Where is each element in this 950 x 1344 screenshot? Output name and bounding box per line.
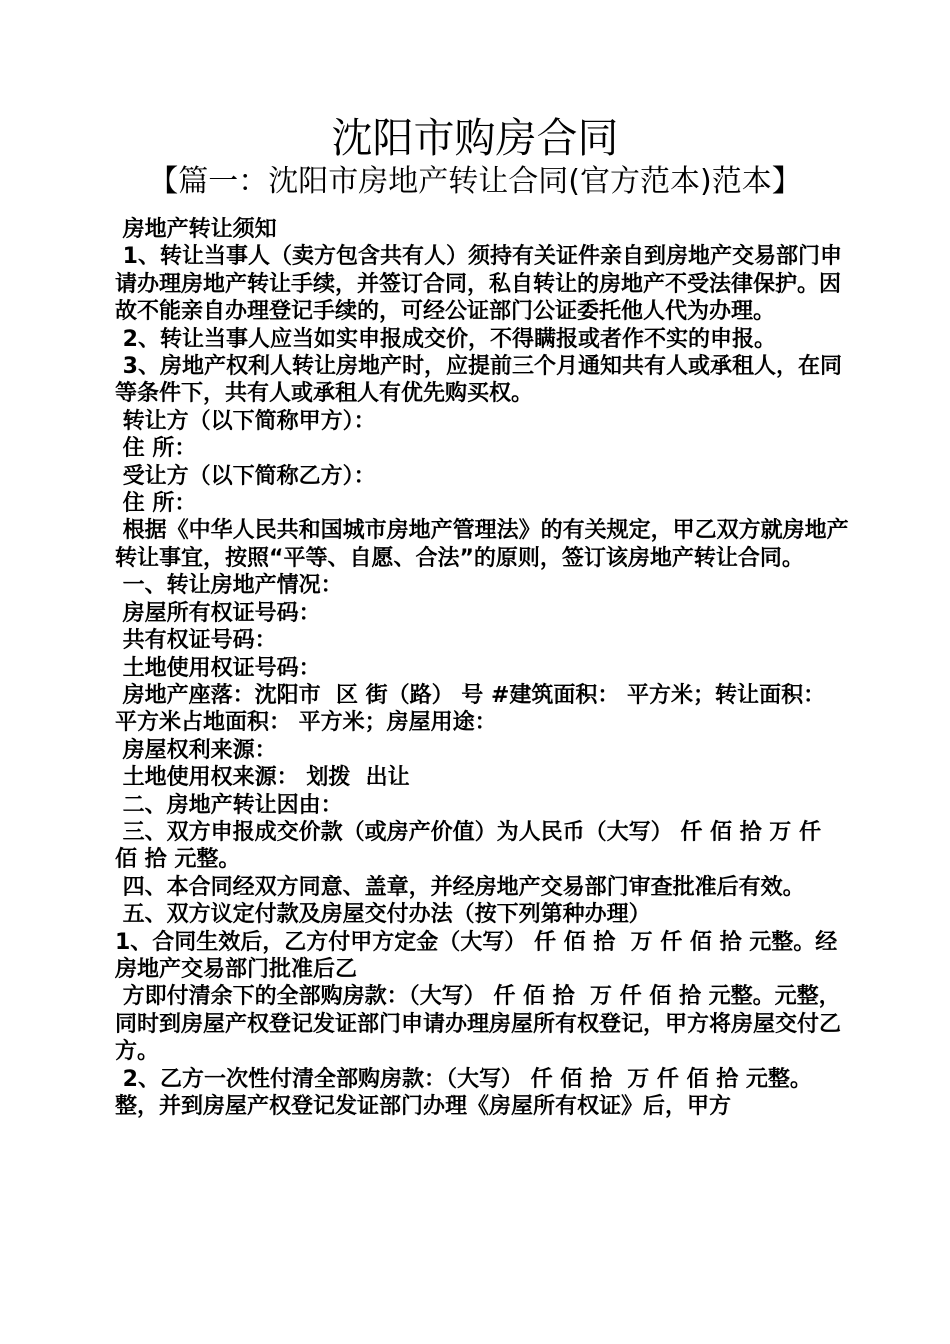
document-subtitle: 【篇一：沈阳市房地产转让合同(官方范本)范本】 — [148, 164, 802, 199]
preamble-paragraph: 根据《中华人民共和国城市房地产管理法》的有关规定，甲乙双方就房地产转让事宜，按照“平等、自愿、合法”的原则，签订该房地产转让合同。 — [115, 518, 849, 571]
document-body — [115, 216, 850, 1120]
property-location-line: 房地产座落：沈阳市 区 街（路） 号 #建筑面积： 平方米；转让面积： 平方米占地面积： 平方米；房屋用途： — [115, 682, 841, 736]
clause-3-paragraph: 三、双方申报成交价款（或房产价值）为人民币（大写） 仟 佰 拾 万 仟 佰 拾 元整。 — [115, 819, 829, 873]
house-certificate-line: 房屋所有权证号码： — [115, 600, 321, 626]
land-certificate-line: 土地使用权证号码： — [115, 655, 321, 681]
co-ownership-certificate-line: 共有权证号码： — [115, 628, 277, 654]
notice-item-1: 1、转让当事人（卖方包含共有人）须持有关证件亲自到房地产交易部门申请办理房地产转让手续，并签订合同，私自转让的房地产不受法律保护。因故不能亲自办理登记手续的，可经公证部门公证委托他人代为办理。 — [115, 244, 842, 325]
party-b-line: 受让方（以下简称乙方）： — [115, 463, 376, 489]
party-a-line: 转让方（以下简称甲方）： — [115, 408, 376, 434]
party-a-address-line: 住 所： — [115, 436, 197, 462]
land-use-source-line: 土地使用权来源： 划拨 出让 — [115, 765, 410, 791]
notice-item-3: 3、房地产权利人转让房地产时，应提前三个月通知共有人或承租人，在同等条件下，共有人或承租人有优先购买权。 — [115, 354, 842, 407]
clause-1-heading: 一、转让房地产情况： — [115, 573, 343, 599]
document-title: 沈阳市购房合同 — [331, 114, 619, 162]
payment-option-1-continued: 方即付清余下的全部购房款：（大写） 仟 佰 拾 万 仟 佰 拾 元整。元整，同时到房屋产权登记发证部门申请办理房屋所有权登记，甲方将房屋交付乙方。 — [115, 984, 842, 1065]
clause-4-paragraph: 四、本合同经双方同意、盖章，并经房地产交易部门审查批准后有效。 — [115, 874, 805, 900]
ownership-source-line: 房屋权利来源： — [115, 737, 277, 763]
payment-option-1: 1、合同生效后，乙方付甲方定金（大写） 仟 佰 拾 万 仟 佰 拾 元整。经房地产交易部门批准后乙 — [115, 929, 838, 982]
clause-2-heading: 二、房地产转让因由： — [115, 792, 343, 818]
payment-option-2: 2、乙方一次性付清全部购房款：（大写） 仟 佰 拾 万 仟 佰 拾 元整。整，并到房屋产权登记发证部门办理《房屋所有权证》后，甲方 — [115, 1066, 812, 1119]
section-heading-notice: 房地产转让须知 — [115, 217, 277, 242]
party-b-address-line: 住 所： — [115, 491, 197, 517]
clause-5-heading: 五、双方议定付款及房屋交付办法（按下列第种办理） — [115, 902, 651, 928]
notice-item-2: 2、转让当事人应当如实申报成交价，不得瞒报或者作不实的申报。 — [115, 326, 776, 352]
